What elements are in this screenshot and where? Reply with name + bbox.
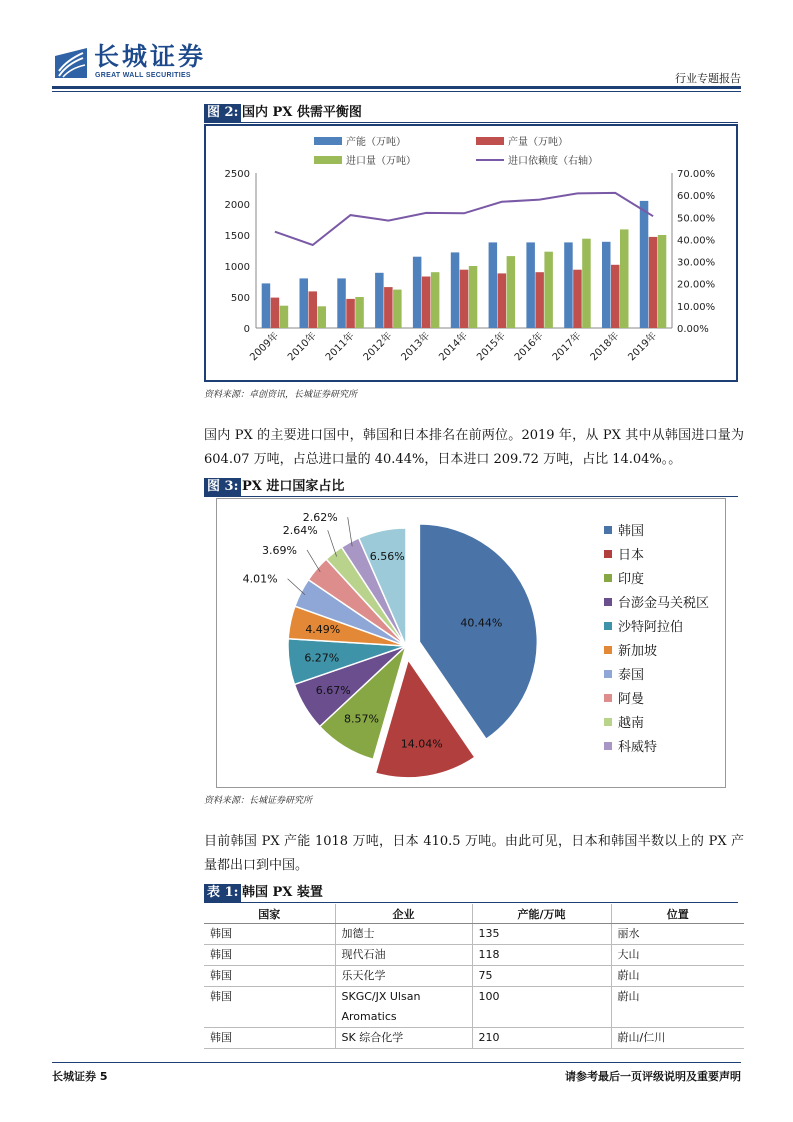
y-tick-label: 2500 xyxy=(224,169,250,180)
header-location: 位置 xyxy=(611,904,744,924)
figure3-number: 图 3: xyxy=(204,478,241,496)
cell-location: 蔚山/仁川 xyxy=(611,1028,744,1049)
table1-number: 表 1: xyxy=(204,884,241,902)
cell-company: SK 综合化学 xyxy=(335,1028,472,1049)
cell-country: 韩国 xyxy=(204,945,335,966)
bar xyxy=(658,235,667,328)
y2-tick-label: 50.00% xyxy=(677,213,716,225)
footer-rule xyxy=(52,1062,741,1063)
table-row xyxy=(204,924,744,945)
cell-location: 蔚山 xyxy=(611,987,744,1028)
bar xyxy=(346,299,355,328)
pie-value-label: 6.27% xyxy=(304,651,340,665)
y2-tick-label: 20.00% xyxy=(677,279,716,291)
legend-label: 日本 xyxy=(618,548,645,563)
legend-swatch xyxy=(476,137,504,145)
legend-label: 进口依赖度（右轴） xyxy=(508,156,598,167)
x-tick-label: 2011年 xyxy=(323,330,357,364)
bar xyxy=(611,265,620,328)
bar xyxy=(375,273,384,328)
table1-title: 韩国 PX 装置 xyxy=(242,885,323,900)
cell-location: 丽水 xyxy=(611,924,744,945)
figure2-number: 图 2: xyxy=(204,104,241,122)
figure2-source: 资料来源：卓创资讯，长城证券研究所 xyxy=(204,390,358,400)
cell-country: 韩国 xyxy=(204,966,335,987)
pie-value-label: 3.69% xyxy=(262,543,297,557)
footer-page: 长城证券 5 xyxy=(52,1070,108,1083)
y-tick-label: 1000 xyxy=(224,262,250,273)
bar xyxy=(507,256,515,328)
bar xyxy=(620,229,629,328)
bar xyxy=(640,201,649,328)
bar xyxy=(280,306,289,328)
bar xyxy=(431,272,440,328)
legend-swatch xyxy=(604,598,612,606)
y-tick-label: 0 xyxy=(243,324,250,335)
header-rule-thin xyxy=(52,91,741,92)
figure3-title: PX 进口国家占比 xyxy=(242,479,345,494)
legend-label: 泰国 xyxy=(618,668,645,683)
bar xyxy=(393,290,402,328)
bar xyxy=(271,298,280,328)
legend-swatch xyxy=(604,694,612,702)
pie-value-label: 2.62% xyxy=(302,511,338,525)
y2-tick-label: 40.00% xyxy=(677,235,716,247)
legend-swatch xyxy=(604,526,612,534)
table-header-row xyxy=(204,904,744,924)
x-tick-label: 2013年 xyxy=(399,330,433,364)
y2-tick-label: 10.00% xyxy=(677,301,716,313)
pie-value-label: 6.67% xyxy=(315,683,351,697)
legend-label: 台澎金马关税区 xyxy=(618,596,710,611)
header-rule xyxy=(52,86,741,89)
y2-tick-label: 70.00% xyxy=(677,169,716,180)
legend-label: 进口量（万吨） xyxy=(346,156,416,167)
y2-tick-label: 60.00% xyxy=(677,191,716,203)
bar xyxy=(544,252,553,328)
korea-px-table xyxy=(204,904,744,1049)
header-country: 国家 xyxy=(204,904,335,924)
y-tick-label: 2000 xyxy=(224,200,250,211)
y-tick-label: 1500 xyxy=(224,231,250,242)
x-tick-label: 2018年 xyxy=(588,330,622,364)
cell-capacity: 75 xyxy=(472,966,611,987)
legend-label: 阿曼 xyxy=(618,692,645,707)
paragraph-import-countries: 国内 PX 的主要进口国中，韩国和日本排名在前两位。2019 年，从 PX 其中从韩国进口量为 604.07 万吨，占总进口量的 40.44%，日本进口 209.72 万吨，占比 14.04%。。 xyxy=(204,428,744,467)
bar xyxy=(489,242,498,328)
legend-label: 产能（万吨） xyxy=(346,137,406,148)
legend-label: 印度 xyxy=(618,572,645,587)
header-company: 企业 xyxy=(335,904,472,924)
cell-company: SKGC/JX Ulsan Aromatics xyxy=(335,987,472,1028)
legend-swatch xyxy=(604,670,612,678)
figure3-source: 资料来源：长城证券研究所 xyxy=(204,796,313,806)
figure2-title: 国内 PX 供需平衡图 xyxy=(242,105,362,120)
legend-label: 韩国 xyxy=(618,524,645,539)
bar xyxy=(318,306,327,328)
bar xyxy=(582,239,591,328)
pie-value-label: 6.56% xyxy=(369,549,405,563)
pie-value-label: 4.49% xyxy=(305,622,341,636)
pie-value-label: 4.01% xyxy=(242,572,278,586)
legend-swatch xyxy=(604,742,612,750)
cell-capacity: 135 xyxy=(472,924,611,945)
bar xyxy=(602,242,611,328)
pie-value-label: 2.64% xyxy=(282,524,318,538)
pie-value-label: 14.04% xyxy=(400,737,443,751)
x-tick-label: 2009年 xyxy=(248,330,282,364)
legend-swatch xyxy=(604,622,612,630)
pie-value-label: 8.57% xyxy=(344,712,379,726)
x-tick-label: 2012年 xyxy=(361,330,395,364)
x-tick-label: 2019年 xyxy=(626,330,660,364)
legend-swatch xyxy=(604,574,612,582)
y2-tick-label: 0.00% xyxy=(677,324,709,335)
cell-capacity: 118 xyxy=(472,945,611,966)
cell-country: 韩国 xyxy=(204,924,335,945)
table-row xyxy=(204,1028,744,1049)
bar xyxy=(564,242,573,328)
pie-value-label: 40.44% xyxy=(460,616,503,630)
cell-company: 乐天化学 xyxy=(335,966,472,987)
bar xyxy=(498,273,507,328)
legend-label: 越南 xyxy=(618,716,645,731)
x-tick-label: 2010年 xyxy=(286,330,319,364)
legend-swatch xyxy=(314,137,342,145)
x-tick-label: 2016年 xyxy=(512,330,546,364)
cell-location: 大山 xyxy=(611,945,744,966)
bar xyxy=(573,270,582,328)
header-capacity: 产能/万吨 xyxy=(472,904,611,924)
x-tick-label: 2015年 xyxy=(475,330,508,364)
cell-company: 现代石油 xyxy=(335,945,472,966)
paragraph-korea-capacity: 目前韩国 PX 产能 1018 万吨，日本 410.5 万吨。由此可见，日本和韩国半数以上的 PX 产量都出口到中国。 xyxy=(204,834,744,873)
bar xyxy=(649,237,658,328)
logo-mark-icon xyxy=(53,46,89,80)
bar xyxy=(262,283,271,328)
table-row xyxy=(204,966,744,987)
cell-company: 加德士 xyxy=(335,924,472,945)
cell-capacity: 210 xyxy=(472,1028,611,1049)
bar xyxy=(384,287,393,328)
bar xyxy=(337,278,346,328)
bar xyxy=(451,252,460,328)
bar xyxy=(460,270,469,328)
legend-label: 科威特 xyxy=(618,740,658,755)
x-tick-label: 2014年 xyxy=(437,330,471,364)
bar xyxy=(309,291,318,328)
legend-label: 新加坡 xyxy=(618,644,658,659)
legend-label: 产量（万吨） xyxy=(508,137,568,148)
x-tick-label: 2017年 xyxy=(550,330,584,364)
footer-disclaimer: 请参考最后一页评级说明及重要声明 xyxy=(565,1070,741,1083)
cell-country: 韩国 xyxy=(204,1028,335,1049)
bar xyxy=(300,278,309,328)
supply-demand-chart xyxy=(204,124,738,382)
legend-swatch xyxy=(604,550,612,558)
bar xyxy=(469,266,478,328)
table-row xyxy=(204,987,744,1028)
cell-capacity: 100 xyxy=(472,987,611,1028)
logo-text: 长城证券 xyxy=(94,42,207,71)
bar xyxy=(535,272,544,328)
cell-location: 蔚山 xyxy=(611,966,744,987)
legend-swatch xyxy=(604,646,612,654)
bar xyxy=(526,242,535,328)
table-row xyxy=(204,945,744,966)
legend-label: 沙特阿拉伯 xyxy=(618,620,684,635)
y-tick-label: 500 xyxy=(230,293,250,304)
import-share-pie-chart xyxy=(216,498,726,788)
logo-subtext: GREAT WALL SECURITIES xyxy=(95,72,191,79)
bar xyxy=(355,297,364,328)
bar xyxy=(422,277,431,329)
y2-tick-label: 30.00% xyxy=(677,257,716,269)
legend-swatch xyxy=(604,718,612,726)
cell-country: 韩国 xyxy=(204,987,335,1028)
legend-swatch xyxy=(314,156,342,164)
report-type: 行业专题报告 xyxy=(675,72,741,85)
bar xyxy=(413,257,422,328)
